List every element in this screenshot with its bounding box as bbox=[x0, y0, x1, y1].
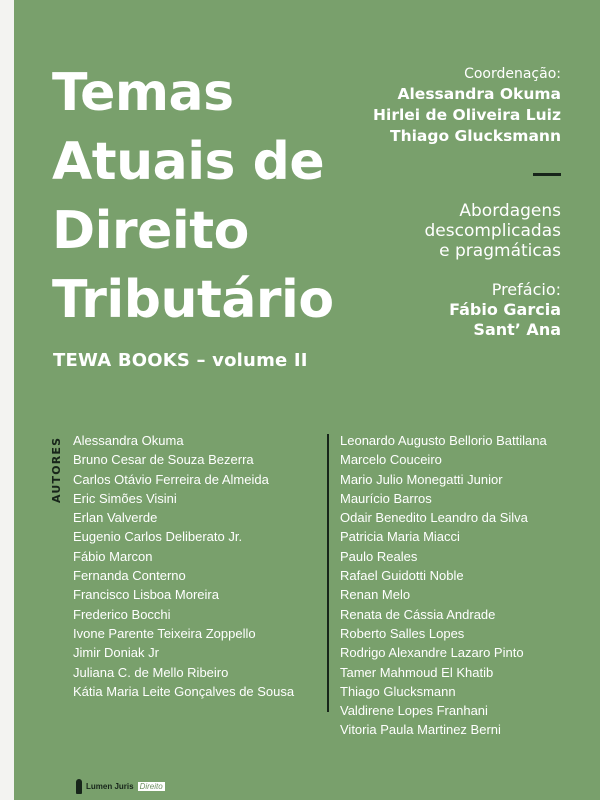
author-name: Marcelo Couceiro bbox=[340, 452, 442, 468]
authors-label: AUTORES bbox=[50, 437, 63, 504]
author-name: Francisco Lisboa Moreira bbox=[73, 587, 219, 603]
author-name: Juliana C. de Mello Ribeiro bbox=[73, 664, 229, 680]
tagline-line: e pragmáticas bbox=[439, 241, 561, 261]
author-name: Eugenio Carlos Deliberato Jr. bbox=[73, 529, 243, 545]
author-name: Ivone Parente Teixeira Zoppello bbox=[73, 625, 256, 641]
author-name: Mario Julio Monegatti Junior bbox=[340, 471, 503, 487]
author-name: Renata de Cássia Andrade bbox=[340, 606, 496, 622]
author-name: Tamer Mahmoud El Khatib bbox=[340, 664, 494, 680]
coordination-names bbox=[373, 84, 561, 147]
column-divider bbox=[327, 434, 329, 712]
author-name: Paulo Reales bbox=[340, 548, 418, 564]
author-name: Fábio Marcon bbox=[73, 548, 153, 564]
tagline bbox=[425, 201, 561, 261]
author-name: Erlan Valverde bbox=[73, 510, 158, 526]
author-name: Bruno Cesar de Souza Bezerra bbox=[73, 452, 254, 468]
author-name: Jimir Doniak Jr bbox=[73, 645, 159, 661]
author-list-left bbox=[73, 431, 294, 701]
title-line: Temas bbox=[52, 63, 234, 123]
coordination-label: Coordenação: bbox=[464, 66, 561, 82]
author-name: Leonardo Augusto Bellorio Battilana bbox=[340, 433, 547, 448]
author-name: Thiago Glucksmann bbox=[340, 683, 456, 699]
title-line: Atuais de bbox=[52, 132, 325, 192]
author-name: Frederico Bocchi bbox=[73, 606, 171, 622]
coordinator-name: Thiago Glucksmann bbox=[390, 127, 561, 145]
author-name: Rodrigo Alexandre Lazaro Pinto bbox=[340, 645, 524, 661]
author-name: Patricia Maria Miacci bbox=[340, 529, 460, 545]
author-name: Valdirene Lopes Franhani bbox=[340, 703, 488, 719]
coordinator-name: Hirlei de Oliveira Luiz bbox=[373, 106, 561, 124]
author-name: Rafael Guidotti Noble bbox=[340, 568, 464, 584]
author-name: Renan Melo bbox=[340, 587, 411, 603]
author-name: Maurício Barros bbox=[340, 490, 432, 506]
preface-name-line: Fábio Garcia bbox=[449, 300, 561, 319]
publisher-logo-icon bbox=[76, 779, 82, 794]
title-line: Direito bbox=[52, 201, 249, 261]
separator-dash bbox=[533, 173, 561, 176]
author-name: Carlos Otávio Ferreira de Almeida bbox=[73, 471, 269, 487]
author-name: Vitoria Paula Martinez Berni bbox=[340, 722, 501, 738]
publisher-logo bbox=[76, 775, 165, 797]
author-name: Eric Simões Visini bbox=[73, 490, 177, 506]
preface-name bbox=[449, 300, 561, 340]
author-list-right bbox=[340, 431, 547, 740]
publisher-division: Direito bbox=[139, 781, 163, 791]
book-cover bbox=[14, 0, 600, 800]
author-name: Fernanda Conterno bbox=[73, 568, 186, 584]
author-name: Roberto Salles Lopes bbox=[340, 625, 465, 641]
coordinator-name: Alessandra Okuma bbox=[397, 85, 561, 103]
tagline-line: Abordagens bbox=[459, 201, 561, 221]
tagline-line: descomplicadas bbox=[424, 221, 561, 241]
author-name: Kátia Maria Leite Gonçalves de Sousa bbox=[73, 683, 295, 699]
preface-label: Prefácio: bbox=[491, 280, 561, 299]
author-name: Odair Benedito Leandro da Silva bbox=[340, 510, 528, 526]
series-label: TEWA BOOKS – volume II bbox=[53, 350, 308, 371]
publisher-name: Lumen Juris bbox=[86, 781, 134, 791]
preface-name-line: Sant’ Ana bbox=[473, 320, 561, 339]
title-line: Tributário bbox=[52, 270, 334, 330]
author-name: Alessandra Okuma bbox=[73, 433, 184, 448]
